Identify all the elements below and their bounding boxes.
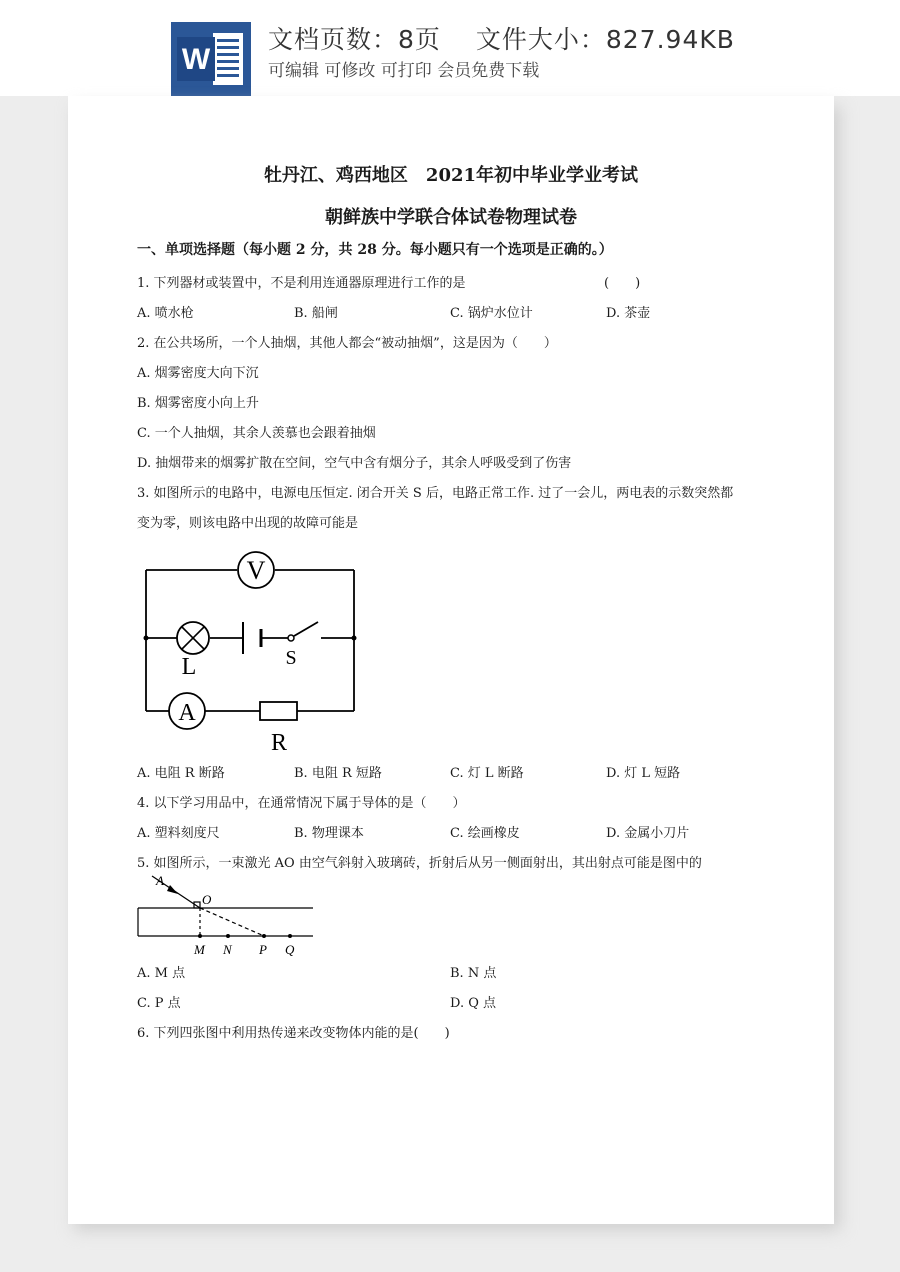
voltmeter-symbol xyxy=(238,552,274,588)
question-5-option-c: C. P 点 xyxy=(137,996,181,1011)
exam-title: 牡丹江、鸡西地区 2021年初中毕业学业考试 xyxy=(263,165,639,186)
page-count: 文档页数：8页 xyxy=(268,25,441,54)
ammeter-symbol xyxy=(169,693,205,729)
question-5-option-b: B. N 点 xyxy=(450,966,497,981)
question-6-stem: 6. 下列四张图中利用热传递来改变物体内能的是( ) xyxy=(137,1026,450,1041)
resistor-label: R xyxy=(270,730,288,756)
question-3-stem-line2: 变为零，则该电路中出现的故障可能是 xyxy=(137,516,359,531)
question-2-option-c: C. 一个人抽烟，其余人羡慕也会跟着抽烟 xyxy=(137,426,376,441)
question-4-option-a: A. 塑料刻度尺 xyxy=(137,826,220,841)
question-5-stem: 5. 如图所示，一束激光 AO 由空气斜射入玻璃砖，折射后从另一侧面射出，其出射点可能是图中的 xyxy=(137,856,702,871)
question-4-option-c: C. 绘画橡皮 xyxy=(450,826,520,841)
circuit-diagram xyxy=(138,546,368,756)
feature-tags: 可编辑 可修改 可打印 会员免费下载 xyxy=(268,61,540,81)
lamp-symbol xyxy=(177,622,209,654)
word-logo-letter: W xyxy=(181,43,211,76)
question-3-stem-line1: 3. 如图所示的电路中，电源电压恒定. 闭合开关 S 后，电路正常工作. 过了一会儿，两电表的示数突然都 xyxy=(137,486,734,501)
file-info-banner xyxy=(0,0,900,96)
document-page xyxy=(68,96,834,1224)
point-n-label: N xyxy=(223,942,232,957)
ammeter-label: A xyxy=(178,700,196,726)
question-4-stem: 4. 以下学习用品中，在通常情况下属于导体的是（ ） xyxy=(137,796,466,811)
question-1-answer-blank: ( ) xyxy=(604,276,641,291)
point-m-label: M xyxy=(194,942,205,957)
question-4-option-d: D. 金属小刀片 xyxy=(606,826,690,841)
refraction-diagram xyxy=(130,872,390,958)
question-1-option-a: A. 喷水枪 xyxy=(137,306,194,321)
question-4-option-b: B. 物理课本 xyxy=(294,826,364,841)
question-2-option-d: D. 抽烟带来的烟雾扩散在空间，空气中含有烟分子，其余人呼吸受到了伤害 xyxy=(137,456,572,471)
point-a-label: A xyxy=(156,873,164,888)
point-o-label: O xyxy=(202,892,212,907)
switch-symbol xyxy=(288,622,318,641)
question-2-option-a: A. 烟雾密度大向下沉 xyxy=(137,366,259,381)
section-heading: 一、单项选择题（每小题 2 分，共 28 分。每小题只有一个选项是正确的。） xyxy=(137,242,613,258)
resistor-symbol xyxy=(260,702,297,720)
exam-subtitle: 朝鲜族中学联合体试卷物理试卷 xyxy=(325,207,577,228)
question-3-option-c: C. 灯 L 断路 xyxy=(450,766,524,781)
voltmeter-label: V xyxy=(246,556,266,585)
question-3-option-b: B. 电阻 R 短路 xyxy=(294,766,382,781)
point-q-label: Q xyxy=(285,942,295,957)
switch-label: S xyxy=(285,647,297,669)
word-document-icon xyxy=(171,22,251,96)
point-p-label: P xyxy=(259,942,267,957)
question-5-option-a: A. M 点 xyxy=(137,966,186,981)
question-2-option-b: B. 烟雾密度小向上升 xyxy=(137,396,259,411)
question-1-stem: 1. 下列器材或装置中，不是利用连通器原理进行工作的是 xyxy=(137,276,466,291)
question-1-option-d: D. 茶壶 xyxy=(606,306,651,321)
battery-symbol xyxy=(243,622,261,654)
question-1-option-c: C. 锅炉水位计 xyxy=(450,306,533,321)
question-1-option-b: B. 船闸 xyxy=(294,306,338,321)
question-2-stem: 2. 在公共场所，一个人抽烟，其他人都会“被动抽烟”，这是因为（ ） xyxy=(137,336,557,351)
file-stats xyxy=(268,20,735,56)
lamp-label: L xyxy=(181,654,197,680)
file-size: 文件大小：827.94KB xyxy=(475,25,735,54)
question-3-option-d: D. 灯 L 短路 xyxy=(606,766,681,781)
question-3-option-a: A. 电阻 R 断路 xyxy=(137,766,225,781)
question-5-option-d: D. Q 点 xyxy=(450,996,497,1011)
